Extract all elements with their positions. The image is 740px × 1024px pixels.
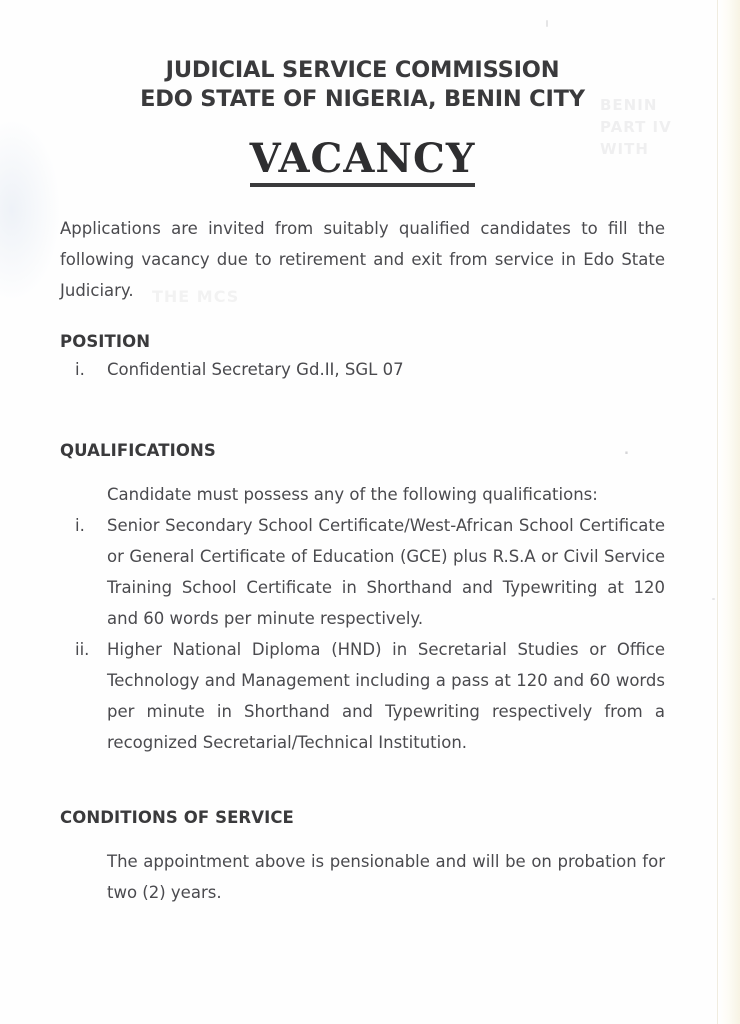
organization-title [60,0,665,114]
bleed-through-text: WITH [600,140,649,158]
organization-title-line-1: JUDICIAL SERVICE COMMISSION [165,57,560,83]
list-marker: i. [75,360,85,379]
list-item [60,634,665,758]
bleed-through-text: PART IV [600,118,672,136]
list-item [60,354,665,385]
page-title: VACANCY [250,136,476,187]
qualifications-lead-in: Candidate must possess any of the following qualifications: [107,485,598,504]
scan-speck [712,598,715,600]
section-heading-qualifications: QUALIFICATIONS [60,441,216,460]
position-list [60,354,665,385]
list-item-text: Higher National Diploma (HND) in Secretarial Studies or Office Technology and Management including a pass at 120 and 60 words per minute in Shorthand and Typewriting respectively from a recognized Secretarial/Technical Institution. [107,640,665,752]
qualifications-list [60,510,665,758]
scan-tint-left [0,120,60,300]
organization-title-line-2: EDO STATE OF NIGERIA, BENIN CITY [140,86,585,112]
list-item-text: Confidential Secretary Gd.II, SGL 07 [107,360,404,379]
scan-speck-mark: . [624,443,630,458]
list-item-text: Senior Secondary School Certificate/West-African School Certificate or General Certificate of Education (GCE) plus R.S.A or Civil Service Training School Certificate in Shorthand and Typewriting at 120 and 60 words per minute respectively. [107,516,665,628]
page-edge-strip [718,0,740,1024]
conditions-of-service-paragraph: The appointment above is pensionable and will be on probation for two (2) years. [107,852,665,902]
list-marker: ii. [75,640,90,659]
section-heading-position: POSITION [60,332,151,351]
page-title-container [60,136,665,187]
document-content [60,0,665,908]
intro-paragraph: Applications are invited from suitably qualified candidates to fill the following vacancy due to retirement and exit from service in Edo State Judiciary. [60,219,665,300]
bleed-through-text: BENIN [600,96,658,114]
list-marker: i. [75,516,85,535]
section-heading-conditions-of-service: CONDITIONS OF SERVICE [60,808,294,827]
bleed-through-text: THE MCS [152,287,240,306]
list-item [60,510,665,634]
